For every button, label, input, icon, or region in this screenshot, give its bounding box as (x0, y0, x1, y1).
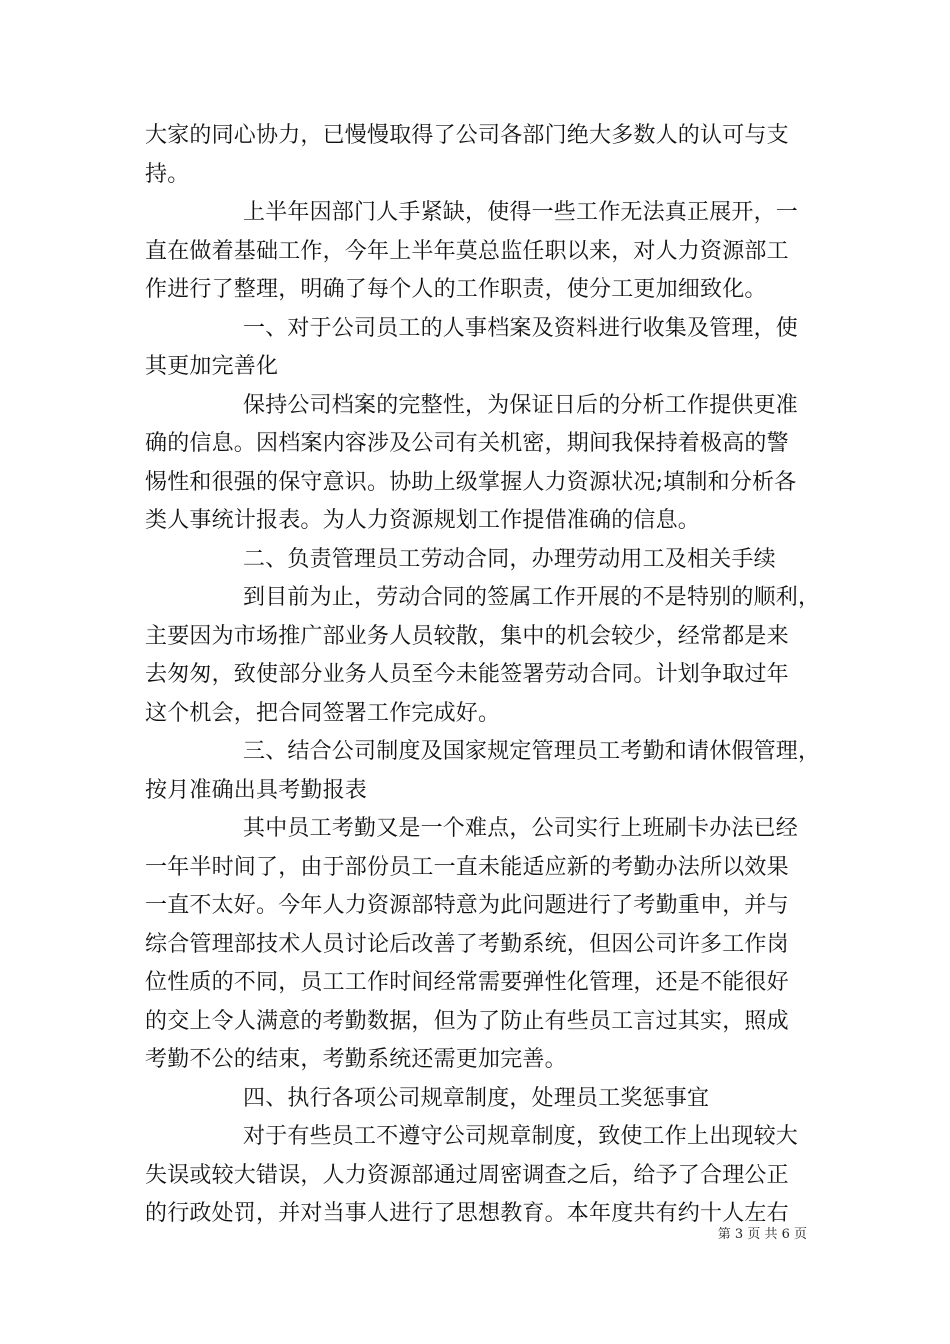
text-line: 综合管理部技术人员讨论后改善了考勤系统，但因公司许多工作岗 (145, 931, 789, 957)
text-line: 持。 (145, 161, 190, 187)
text-line: 确的信息。因档案内容涉及公司有关机密，期间我保持着极高的警 (145, 431, 789, 456)
text-line: 主要因为市场推广部业务人员较散，集中的机会较少，经常都是来 (145, 623, 789, 649)
paragraph-start-line: 到目前为止，劳动合同的签属工作开展的不是特别的顺利， (243, 585, 821, 610)
text-line: 考勤不公的结束，考勤系统还需更加完善。 (145, 1047, 567, 1072)
text-line: 作进行了整理，明确了每个人的工作职责，使分工更加细致化。 (145, 277, 767, 302)
text-line: 直在做着基础工作，今年上半年莫总监任职以来，对人力资源部工 (145, 238, 789, 264)
text-line: 一年半时间了，由于部份员工一直未能适应新的考勤办法所以效果 (145, 854, 789, 880)
section-heading-2: 二、负责管理员工劳动合同，办理劳动用工及相关手续 (243, 546, 776, 572)
section-heading-3-cont: 按月准确出具考勤报表 (145, 777, 368, 803)
text-line: 的行政处罚，并对当事人进行了思想教育。本年度共有约十人左右 (145, 1201, 789, 1226)
text-line: 去匆匆，致使部分业务人员至今未能签署劳动合同。计划争取过年 (145, 662, 789, 687)
text-line: 失误或较大错误，人力资源部通过周密调查之后，给予了合理公正 (145, 1162, 789, 1188)
section-heading-1-cont: 其更加完善化 (145, 354, 279, 379)
body-text (145, 117, 821, 1234)
text-line: 位性质的不同，员工工作时间经常需要弹性化管理，还是不能很好 (145, 970, 789, 995)
text-line: 大家的同心协力，已慢慢取得了公司各部门绝大多数人的认可与支 (145, 123, 789, 148)
paragraph-start-line: 对于有些员工不遵守公司规章制度，致使工作上出现较大 (243, 1124, 799, 1149)
text-line: 惕性和很强的保守意识。协助上级掌握人力资源状况;填制和分析各 (145, 469, 797, 495)
page-number: 第 3 页 共 6 页 (717, 1227, 807, 1242)
section-heading-3: 三、结合公司制度及国家规定管理员工考勤和请休假管理， (243, 739, 821, 764)
text-line: 这个机会，把合同签署工作完成好。 (145, 700, 501, 726)
text-line: 的交上令人满意的考勤数据，但为了防止有些员工言过其实，照成 (145, 1008, 789, 1034)
paragraph-start-line: 其中员工考勤又是一个难点，公司实行上班刷卡办法已经 (243, 816, 799, 841)
section-heading-1: 一、对于公司员工的人事档案及资料进行收集及管理，使 (243, 315, 799, 341)
paragraph-start-line: 保持公司档案的完整性，为保证日后的分析工作提供更准 (243, 392, 799, 418)
text-line: 一直不太好。今年人力资源部特意为此问题进行了考勤重申，并与 (145, 893, 789, 918)
text-line: 类人事统计报表。为人力资源规划工作提借准确的信息。 (145, 508, 701, 533)
section-heading-4: 四、执行各项公司规章制度，处理员工奖惩事宜 (243, 1085, 710, 1111)
paragraph-start-line: 上半年因部门人手紧缺，使得一些工作无法真正展开，一 (243, 200, 799, 225)
